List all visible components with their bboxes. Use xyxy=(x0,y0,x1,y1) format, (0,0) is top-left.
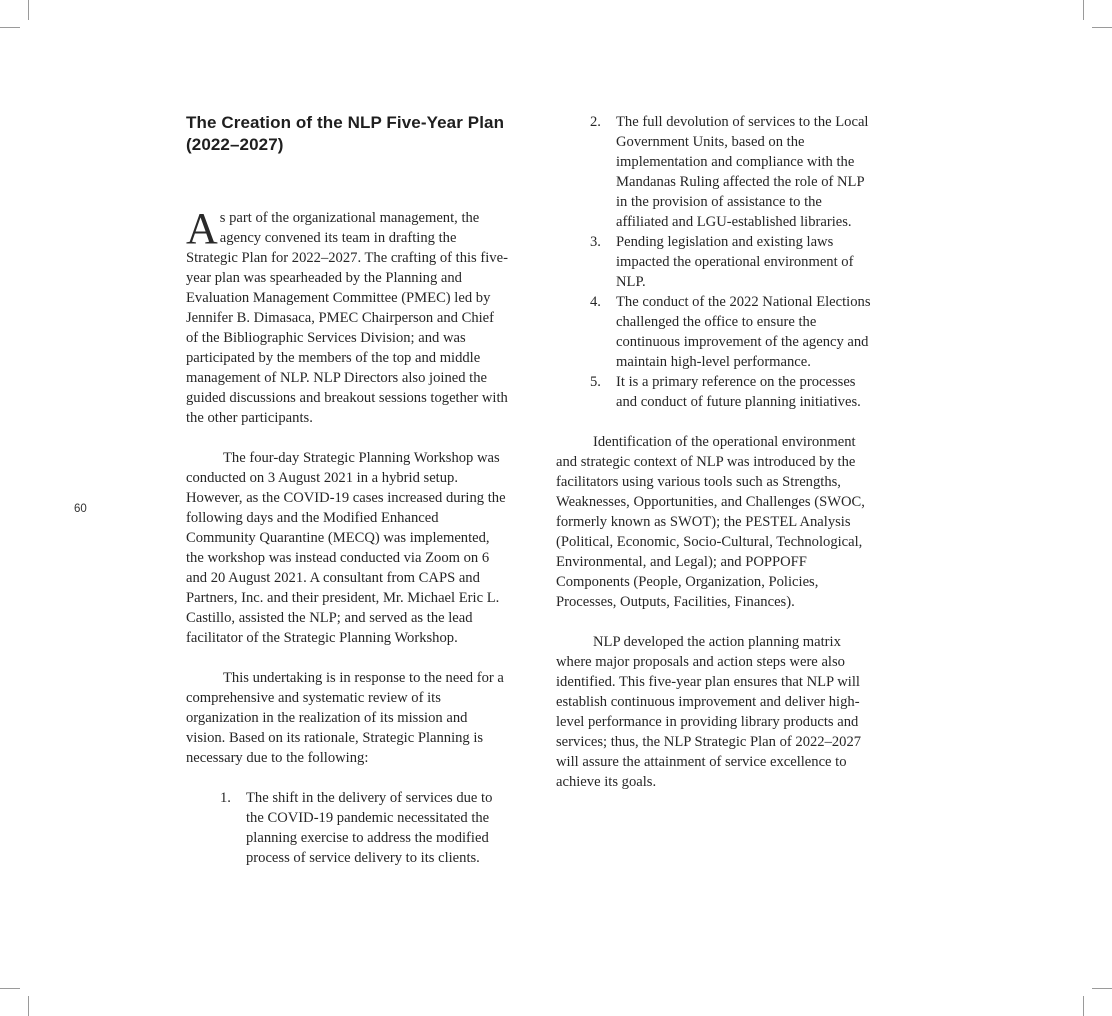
list-item-text: Pending legislation and existing laws impacted the operational environment of NLP. xyxy=(616,234,854,290)
workshop-paragraph: The four-day Strategic Planning Workshop was conducted on 3 August 2021 in a hybrid setup. However, as the COVID-19 cases increased during the following days and the Modified Enhanced Community Quarantine (MECQ) was implemented, the workshop was instead conducted via Zoom on 6 and 20 August 2021. A consultant from CAPS and Partners, Inc. and their president, Mr. Michael Eric L. Castillo, assisted the NLP; and served as the lead facilitator of the Strategic Planning Workshop. xyxy=(186,450,506,646)
crop-mark xyxy=(28,0,29,20)
section-heading: The Creation of the NLP Five-Year Plan (2022–2027) xyxy=(186,113,505,154)
page-number: 60 xyxy=(74,503,87,515)
crop-mark xyxy=(0,27,20,28)
list-item xyxy=(220,788,508,868)
reasons-list-continued xyxy=(590,112,874,412)
right-column xyxy=(556,112,874,792)
list-item-number: 1. xyxy=(220,790,231,806)
drop-cap: A xyxy=(186,204,218,253)
intro-paragraph xyxy=(186,204,508,428)
list-item xyxy=(590,372,874,412)
list-item-text: The shift in the delivery of services due to the COVID-19 pandemic necessitated the planning exercise to address the modified process of service delivery to its clients. xyxy=(246,790,493,866)
list-item xyxy=(590,232,874,292)
crop-mark xyxy=(28,996,29,1016)
list-item xyxy=(590,112,874,232)
rationale-paragraph: This undertaking is in response to the need for a comprehensive and systematic review of its organization in the realization of its mission and vision. Based on its rationale, Strategic Planning is necessary due to the following: xyxy=(186,670,504,766)
crop-mark xyxy=(1092,988,1112,989)
list-item-text: The conduct of the 2022 National Elections challenged the office to ensure the continuous improvement of the agency and maintain high-level performance. xyxy=(616,294,871,370)
intro-paragraph-text: s part of the organizational management, the agency convened its team in drafting the Strategic Plan for 2022–2027. The crafting of this five-year plan was spearheaded by the Planning and Evaluation Management Committee (PMEC) led by Jennifer B. Dimasaca, PMEC Chairperson and Chief of the Bibliographic Services Division; and was participated by the members of the top and middle management of NLP. NLP Directors also joined the guided discussions and breakout sessions together with the other participants. xyxy=(186,210,508,426)
list-item xyxy=(590,292,874,372)
crop-mark xyxy=(1083,996,1084,1016)
crop-mark xyxy=(0,988,20,989)
tools-paragraph: Identification of the operational environment and strategic context of NLP was introduced by the facilitators using various tools such as Strengths, Weaknesses, Opportunities, and Challenges (SWOC, formerly known as SWOT); the PESTEL Analysis (Political, Economic, Socio-Cultural, Technological, Environmental, and Legal); and POPPOFF Components (People, Organization, Policies, Processes, Outputs, Facilities, Finances). xyxy=(556,434,865,610)
list-item-number: 4. xyxy=(590,294,601,310)
crop-mark xyxy=(1092,27,1112,28)
list-item-number: 5. xyxy=(590,374,601,390)
reasons-list xyxy=(220,788,508,868)
list-item-text: The full devolution of services to the Local Government Units, based on the implementation and compliance with the Mandanas Ruling affected the role of NLP in the provision of assistance to the affiliated and LGU-established libraries. xyxy=(616,114,869,230)
action-plan-paragraph: NLP developed the action planning matrix where major proposals and action steps were also identified. This five-year plan ensures that NLP will establish continuous improvement and deliver high-level performance in providing library products and services; thus, the NLP Strategic Plan of 2022–2027 will assure the attainment of service excellence to achieve its goals. xyxy=(556,634,862,790)
left-column xyxy=(186,112,508,868)
list-item-number: 3. xyxy=(590,234,601,250)
list-item-text: It is a primary reference on the processes and conduct of future planning initiatives. xyxy=(616,374,861,410)
crop-mark xyxy=(1083,0,1084,20)
list-item-number: 2. xyxy=(590,114,601,130)
